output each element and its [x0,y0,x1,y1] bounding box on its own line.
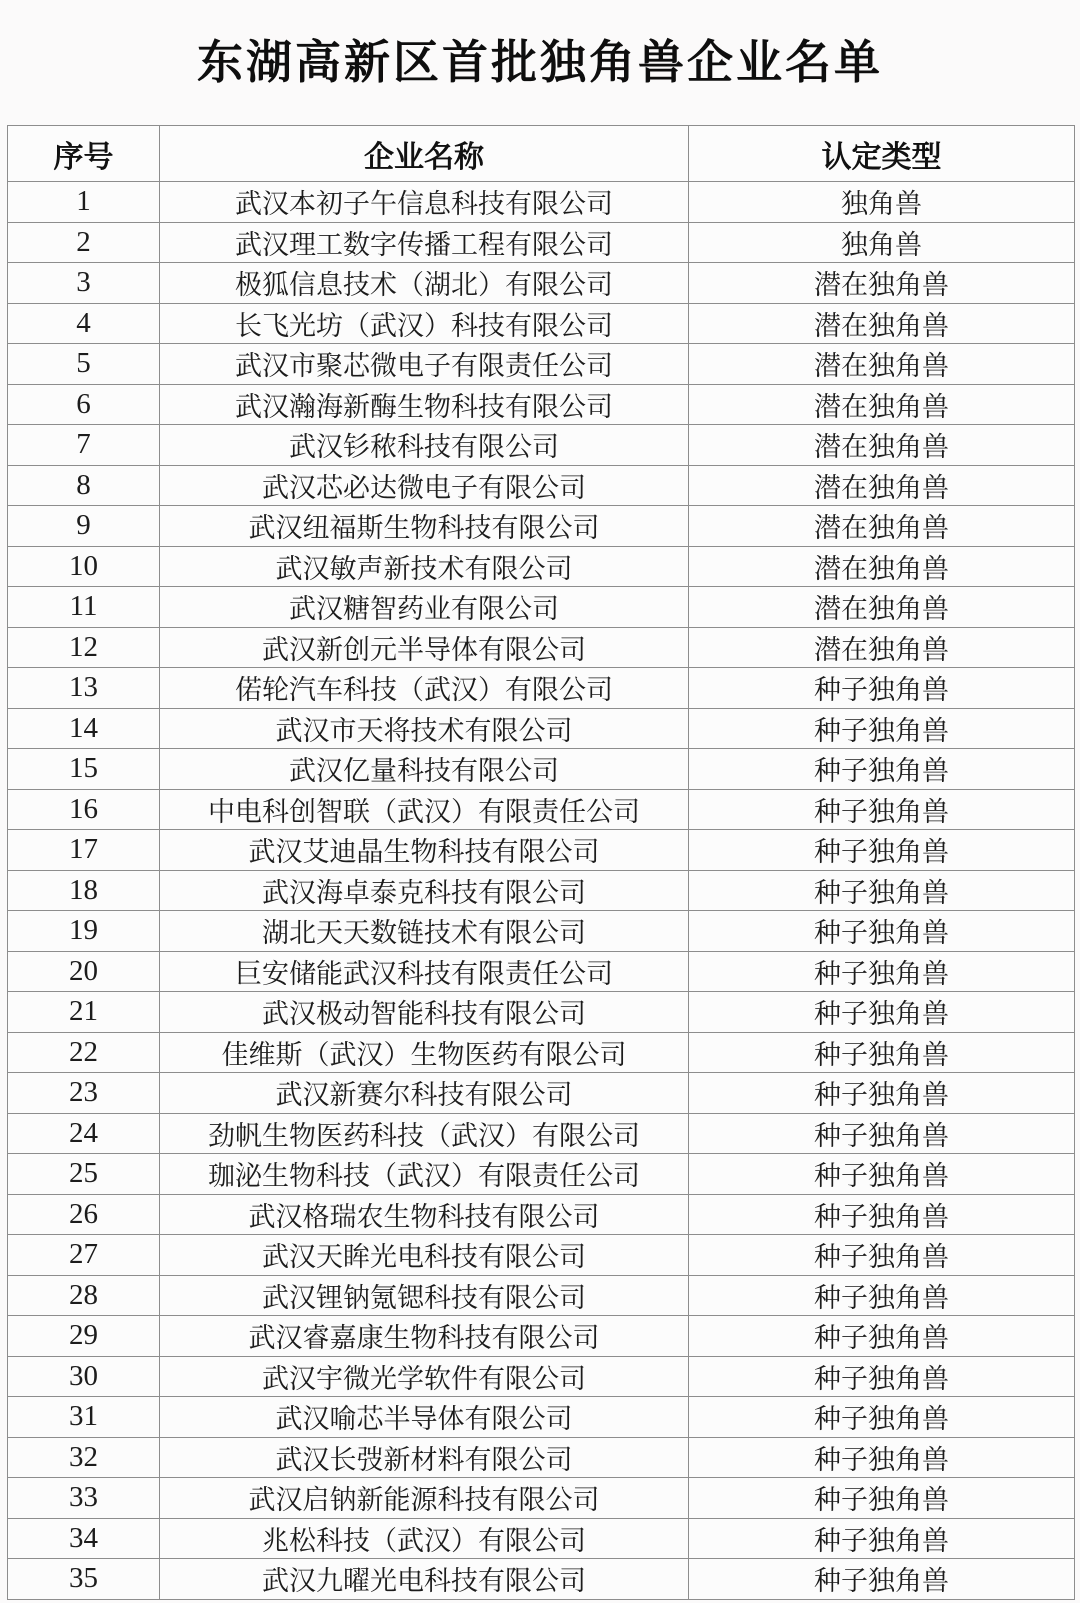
serial-number-cell: 16 [8,789,160,830]
table-row [8,1559,1075,1600]
company-name-cell: 武汉市天将技术有限公司 [160,708,689,749]
recognition-type-cell: 种子独角兽 [689,749,1075,790]
serial-number-cell: 14 [8,708,160,749]
header-recognition-type: 认定类型 [689,126,1075,182]
company-name-cell: 武汉瀚海新酶生物科技有限公司 [160,384,689,425]
company-name-cell: 武汉亿量科技有限公司 [160,749,689,790]
serial-number-cell: 21 [8,992,160,1033]
serial-number-cell: 13 [8,668,160,709]
company-name-cell: 巨安储能武汉科技有限责任公司 [160,951,689,992]
table-row [8,506,1075,547]
table-row [8,992,1075,1033]
recognition-type-cell: 种子独角兽 [689,1397,1075,1438]
recognition-type-cell: 种子独角兽 [689,1275,1075,1316]
recognition-type-cell: 种子独角兽 [689,1073,1075,1114]
table-row [8,870,1075,911]
serial-number-cell: 20 [8,951,160,992]
table-header [8,126,1075,182]
table-row [8,1032,1075,1073]
serial-number-cell: 11 [8,587,160,628]
table-row [8,1073,1075,1114]
header-serial-number: 序号 [8,126,160,182]
company-name-cell: 武汉海卓泰克科技有限公司 [160,870,689,911]
table-row [8,344,1075,385]
recognition-type-cell: 种子独角兽 [689,870,1075,911]
recognition-type-cell: 种子独角兽 [689,951,1075,992]
recognition-type-cell: 种子独角兽 [689,1235,1075,1276]
recognition-type-cell: 种子独角兽 [689,668,1075,709]
company-name-cell: 武汉市聚芯微电子有限责任公司 [160,344,689,385]
table-row [8,1397,1075,1438]
serial-number-cell: 30 [8,1356,160,1397]
table-row [8,1316,1075,1357]
table-row [8,1518,1075,1559]
serial-number-cell: 22 [8,1032,160,1073]
recognition-type-cell: 种子独角兽 [689,708,1075,749]
table-row [8,911,1075,952]
table-row [8,830,1075,871]
recognition-type-cell: 种子独角兽 [689,1154,1075,1195]
serial-number-cell: 29 [8,1316,160,1357]
table-row [8,1154,1075,1195]
recognition-type-cell: 种子独角兽 [689,1194,1075,1235]
serial-number-cell: 34 [8,1518,160,1559]
serial-number-cell: 12 [8,627,160,668]
unicorn-company-table [7,125,1075,1600]
serial-number-cell: 28 [8,1275,160,1316]
recognition-type-cell: 种子独角兽 [689,830,1075,871]
table-row [8,1437,1075,1478]
recognition-type-cell: 独角兽 [689,182,1075,223]
table-row [8,303,1075,344]
table-row [8,465,1075,506]
table-row [8,222,1075,263]
table-row [8,749,1075,790]
company-name-cell: 偌轮汽车科技（武汉）有限公司 [160,668,689,709]
table-row [8,263,1075,304]
company-name-cell: 武汉睿嘉康生物科技有限公司 [160,1316,689,1357]
table-row [8,789,1075,830]
serial-number-cell: 3 [8,263,160,304]
recognition-type-cell: 种子独角兽 [689,1478,1075,1519]
company-name-cell: 武汉新创元半导体有限公司 [160,627,689,668]
serial-number-cell: 25 [8,1154,160,1195]
serial-number-cell: 32 [8,1437,160,1478]
table-row [8,708,1075,749]
table-row [8,182,1075,223]
header-company-name: 企业名称 [160,126,689,182]
company-name-cell: 武汉芯必达微电子有限公司 [160,465,689,506]
table-row [8,1194,1075,1235]
table-header-row [8,126,1075,182]
company-name-cell: 湖北天天数链技术有限公司 [160,911,689,952]
page-title: 东湖高新区首批独角兽企业名单 [197,37,883,88]
table-row [8,384,1075,425]
company-name-cell: 武汉艾迪晶生物科技有限公司 [160,830,689,871]
recognition-type-cell: 种子独角兽 [689,1316,1075,1357]
table-row [8,627,1075,668]
serial-number-cell: 33 [8,1478,160,1519]
serial-number-cell: 1 [8,182,160,223]
recognition-type-cell: 潜在独角兽 [689,506,1075,547]
recognition-type-cell: 潜在独角兽 [689,627,1075,668]
company-name-cell: 武汉天眸光电科技有限公司 [160,1235,689,1276]
recognition-type-cell: 潜在独角兽 [689,425,1075,466]
table-row [8,1356,1075,1397]
company-name-cell: 武汉九曜光电科技有限公司 [160,1559,689,1600]
serial-number-cell: 26 [8,1194,160,1235]
table-body [8,182,1075,1600]
serial-number-cell: 10 [8,546,160,587]
serial-number-cell: 15 [8,749,160,790]
recognition-type-cell: 潜在独角兽 [689,587,1075,628]
company-name-cell: 武汉敏声新技术有限公司 [160,546,689,587]
recognition-type-cell: 种子独角兽 [689,1559,1075,1600]
company-name-cell: 武汉启钠新能源科技有限公司 [160,1478,689,1519]
table-row [8,587,1075,628]
recognition-type-cell: 潜在独角兽 [689,384,1075,425]
company-name-cell: 兆松科技（武汉）有限公司 [160,1518,689,1559]
recognition-type-cell: 种子独角兽 [689,1113,1075,1154]
serial-number-cell: 18 [8,870,160,911]
table-row [8,1113,1075,1154]
recognition-type-cell: 种子独角兽 [689,1518,1075,1559]
serial-number-cell: 17 [8,830,160,871]
serial-number-cell: 9 [8,506,160,547]
serial-number-cell: 4 [8,303,160,344]
company-name-cell: 武汉新赛尔科技有限公司 [160,1073,689,1114]
company-name-cell: 武汉糖智药业有限公司 [160,587,689,628]
table-row [8,546,1075,587]
recognition-type-cell: 潜在独角兽 [689,303,1075,344]
recognition-type-cell: 种子独角兽 [689,1356,1075,1397]
table-row [8,951,1075,992]
company-name-cell: 珈泌生物科技（武汉）有限责任公司 [160,1154,689,1195]
recognition-type-cell: 种子独角兽 [689,789,1075,830]
recognition-type-cell: 种子独角兽 [689,1032,1075,1073]
recognition-type-cell: 种子独角兽 [689,1437,1075,1478]
recognition-type-cell: 潜在独角兽 [689,263,1075,304]
table-row [8,1235,1075,1276]
company-name-cell: 武汉宇微光学软件有限公司 [160,1356,689,1397]
company-name-cell: 中电科创智联（武汉）有限责任公司 [160,789,689,830]
recognition-type-cell: 种子独角兽 [689,911,1075,952]
recognition-type-cell: 潜在独角兽 [689,344,1075,385]
serial-number-cell: 5 [8,344,160,385]
recognition-type-cell: 潜在独角兽 [689,546,1075,587]
table-row [8,668,1075,709]
company-name-cell: 武汉喻芯半导体有限公司 [160,1397,689,1438]
serial-number-cell: 19 [8,911,160,952]
recognition-type-cell: 独角兽 [689,222,1075,263]
serial-number-cell: 35 [8,1559,160,1600]
company-name-cell: 武汉理工数字传播工程有限公司 [160,222,689,263]
serial-number-cell: 8 [8,465,160,506]
company-name-cell: 武汉纽福斯生物科技有限公司 [160,506,689,547]
serial-number-cell: 23 [8,1073,160,1114]
serial-number-cell: 7 [8,425,160,466]
recognition-type-cell: 种子独角兽 [689,992,1075,1033]
company-name-cell: 武汉锂钠氪锶科技有限公司 [160,1275,689,1316]
table-row [8,1275,1075,1316]
company-name-cell: 武汉极动智能科技有限公司 [160,992,689,1033]
company-name-cell: 武汉本初子午信息科技有限公司 [160,182,689,223]
company-name-cell: 武汉格瑞农生物科技有限公司 [160,1194,689,1235]
table-row [8,425,1075,466]
company-name-cell: 长飞光坊（武汉）科技有限公司 [160,303,689,344]
company-name-cell: 劲帆生物医药科技（武汉）有限公司 [160,1113,689,1154]
recognition-type-cell: 潜在独角兽 [689,465,1075,506]
serial-number-cell: 2 [8,222,160,263]
serial-number-cell: 24 [8,1113,160,1154]
serial-number-cell: 27 [8,1235,160,1276]
table-row [8,1478,1075,1519]
company-name-cell: 佳维斯（武汉）生物医药有限公司 [160,1032,689,1073]
serial-number-cell: 31 [8,1397,160,1438]
company-name-cell: 武汉钐秾科技有限公司 [160,425,689,466]
serial-number-cell: 6 [8,384,160,425]
company-name-cell: 极狐信息技术（湖北）有限公司 [160,263,689,304]
company-name-cell: 武汉长弢新材料有限公司 [160,1437,689,1478]
